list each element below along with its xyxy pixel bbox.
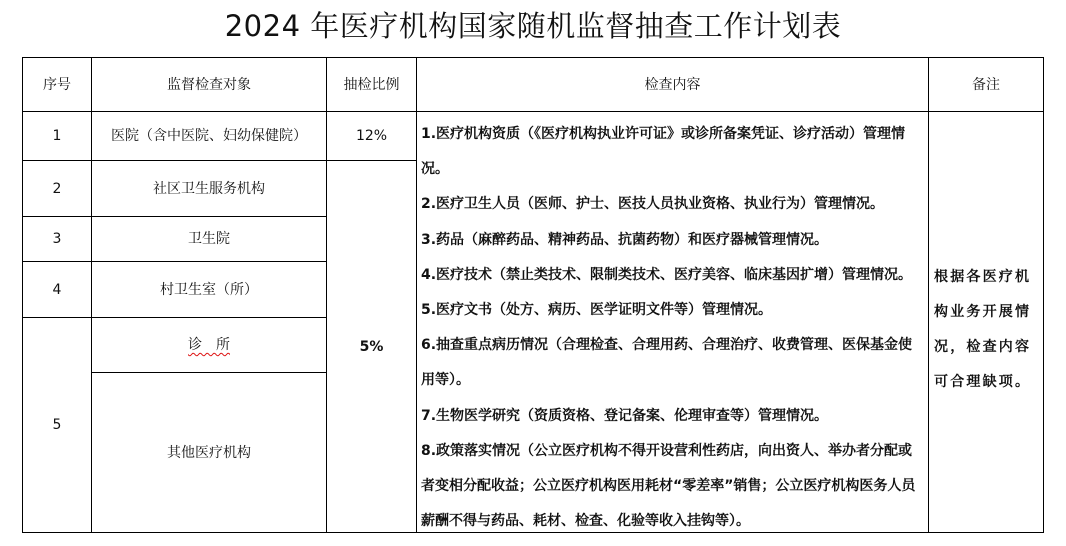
content-item-5: 5.医疗文书（处方、病历、医学证明文件等）管理情况。 [421,302,773,319]
content-item-2: 2.医疗卫生人员（医师、护士、医技人员执业资格、执业行为）管理情况。 [421,196,885,213]
header-index: 序号 [43,76,71,93]
row-2-target: 社区卫生服务机构 [153,180,265,197]
content-item-1: 1.医疗机构资质（《医疗机构执业许可证》或诊所备案凭证、诊疗活动）管理情况。 [421,126,906,178]
content-item-3: 3.药品（麻醉药品、精神药品、抗菌药物）和医疗器械管理情况。 [421,231,829,248]
header-target: 监督检查对象 [167,76,251,93]
content-item-4: 4.医疗技术（禁止类技术、限制类技术、医疗美容、临床基因扩增）管理情况。 [421,266,913,283]
remark-text: 根据各医疗机构业务开展情况，检查内容可合理缺项。 [934,269,1032,390]
row-4-target: 村卫生室（所） [160,281,258,298]
clinic-label: 诊 所 [188,337,230,353]
row-1-ratio: 12% [355,128,388,144]
row-1-target: 医院（含中医院、妇幼保健院） [111,128,307,144]
header-ratio: 抽检比例 [343,76,400,93]
row-1-index: 1 [52,128,62,144]
row-5-target-other: 其他医疗机构 [167,444,251,461]
row-3-target: 卫生院 [188,231,230,247]
row-3-index: 3 [52,231,62,247]
content-item-7: 7.生物医学研究（资质资格、登记备案、伦理审查等）管理情况。 [421,407,829,424]
row-5-index: 5 [52,417,62,433]
page-title: 2024 年医疗机构国家随机监督抽查工作计划表 [224,9,842,43]
inspection-content [421,117,926,539]
content-item-6: 6.抽查重点病历情况（合理检查、合理用药、合理治疗、收费管理、医保基金使用等）。 [421,337,913,389]
content-item-8: 8.政策落实情况（公立医疗机构不得开设营利性药店，向出资人、举办者分配或者变相分配收益；公立医疗机构医用耗材“零差率”销售；公立医疗机构医务人员薪酬不得与药品、耗材、检查、化验等收入挂钩等）。 [421,442,916,530]
row-5-target-clinic [92,318,326,372]
row-2-index: 2 [52,180,62,197]
header-content: 检查内容 [644,76,701,93]
header-remark: 备注 [972,76,1000,93]
row-4-index: 4 [52,281,62,298]
shared-ratio: 5% [359,338,384,355]
